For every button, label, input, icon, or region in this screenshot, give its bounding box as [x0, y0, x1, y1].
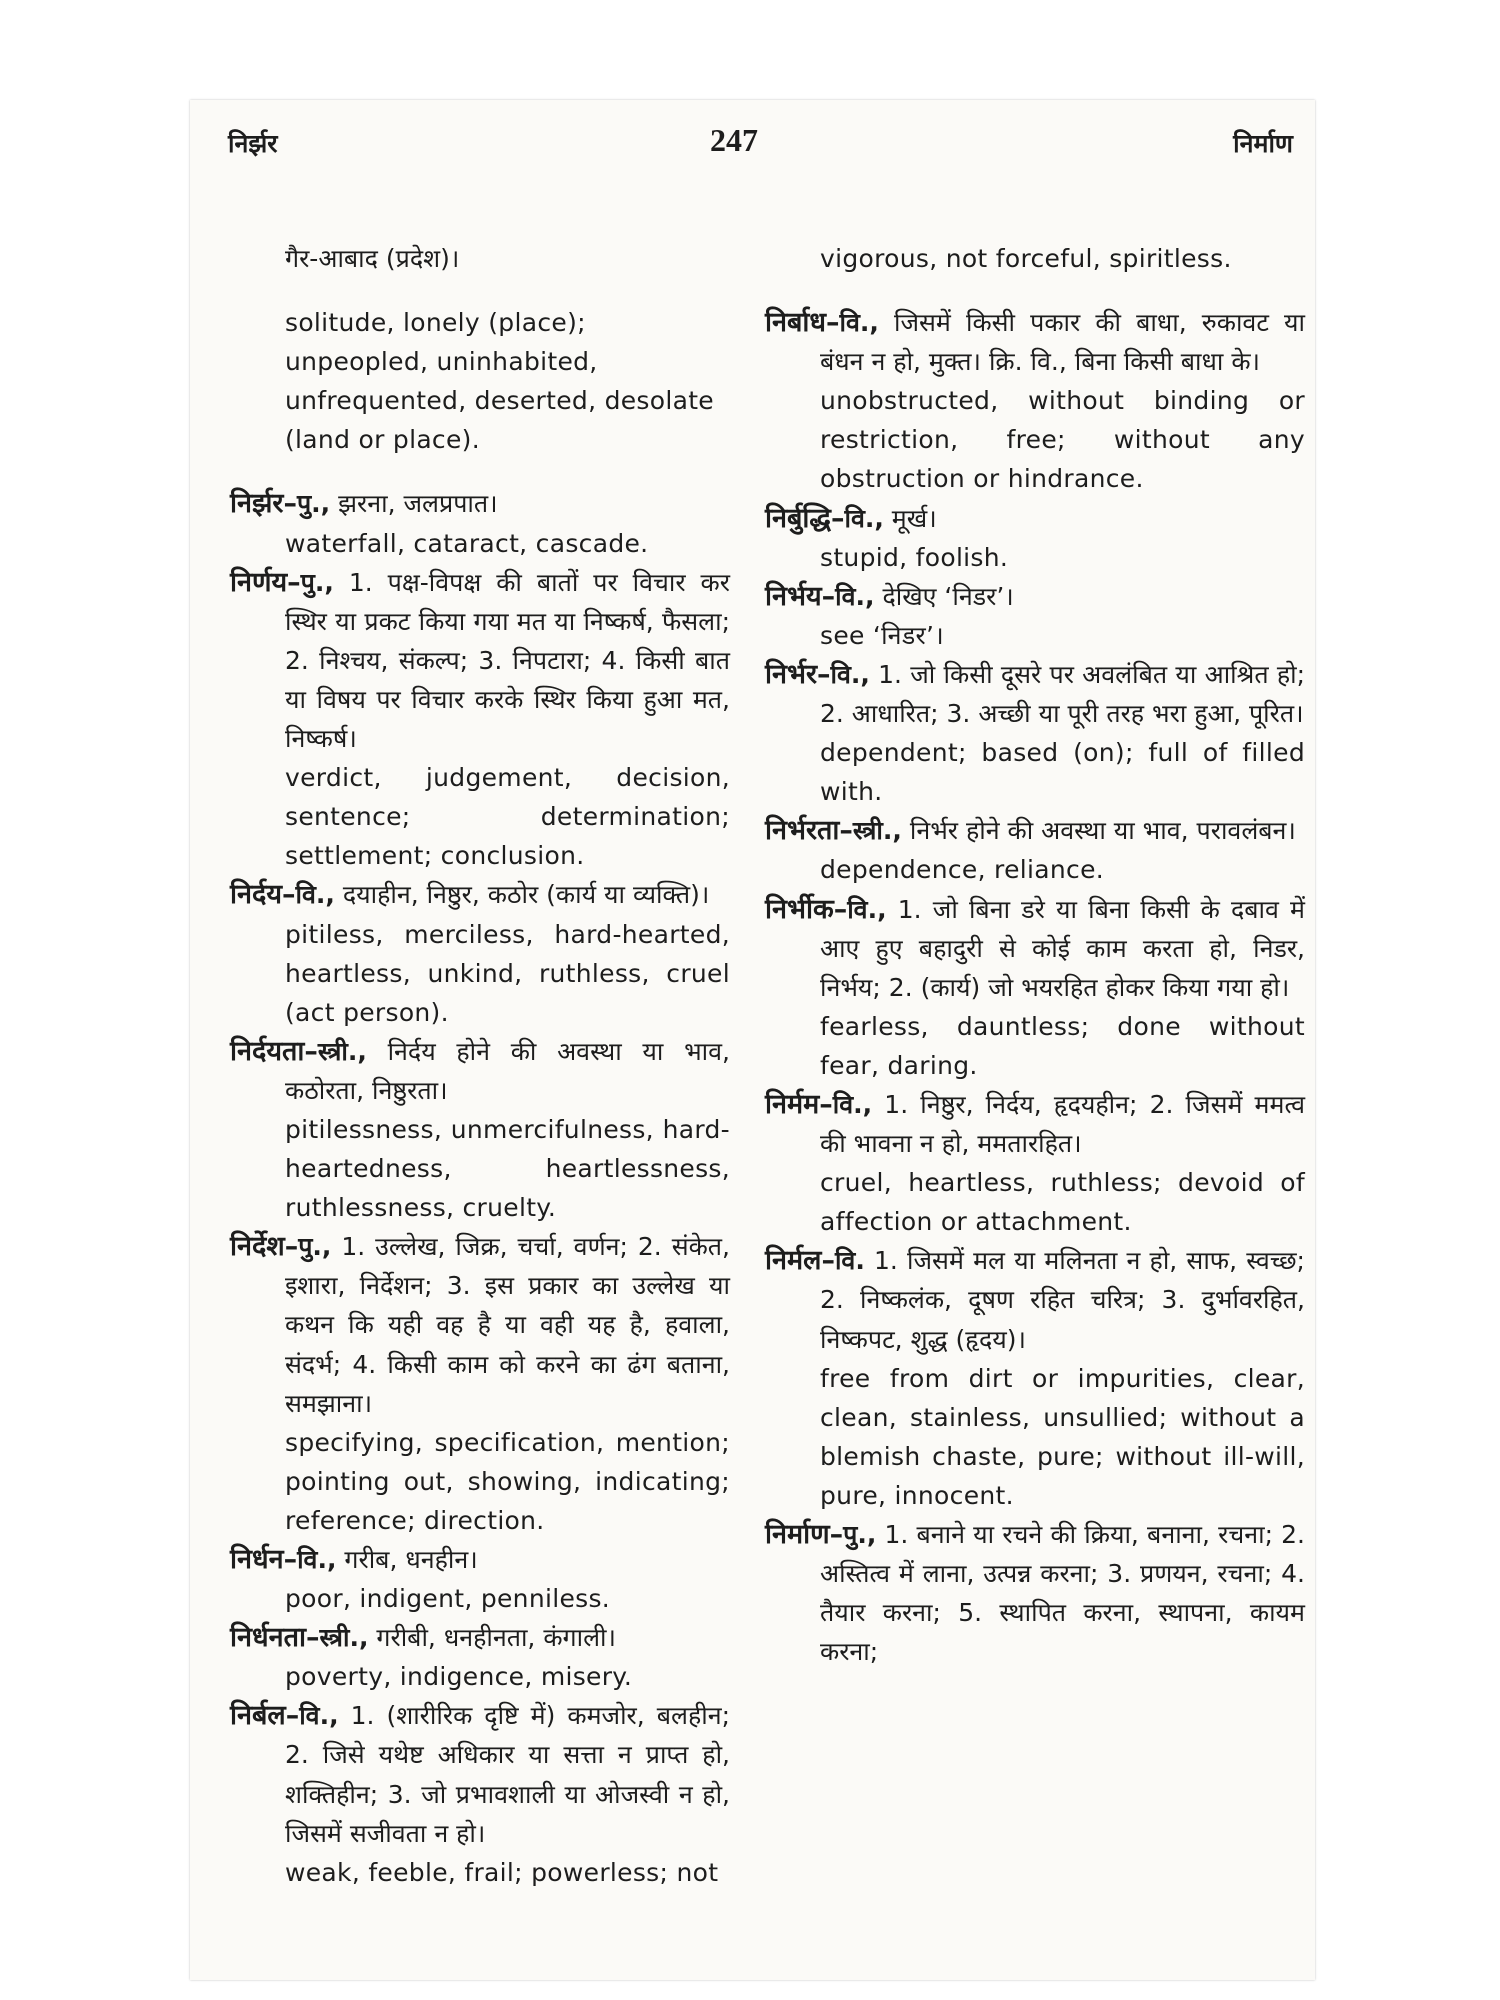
- entry-headword: निर्भर: [765, 658, 818, 690]
- dictionary-entry: [765, 811, 1305, 889]
- entry-hindi-text: देखिए ‘निडर’।: [882, 581, 1014, 611]
- entry-definition-english: fearless, dauntless; done without fear, daring.: [820, 1011, 1305, 1080]
- entry-hindi-text: 1. बनाने या रचने की क्रिया, बनाना, रचना; 2. अस्तित्व में लाना, उत्पन्न करना; 3. प्रणयन, रचना; 4. तैयार करना; 5. स्थापित करना, स्थापना, कायम करना;: [820, 1520, 1306, 1667]
- dictionary-entry: [230, 484, 730, 562]
- entry-definition-english: free from dirt or impurities, clear, clean, stainless, unsullied; without a blemish chaste, pure; without ill-will, pure, innocent.: [820, 1363, 1305, 1510]
- entry-definition-english: specifying, specification, mention; pointing out, showing, indicating; reference; direction.: [285, 1427, 730, 1535]
- entry-definition-hindi: निर्भर–वि., 1. जो किसी दूसरे पर अवलंबित या आश्रित हो; 2. आधारित; 3. अच्छी या पूरी तरह भरा हुआ, पूरित।: [765, 658, 1306, 729]
- entry-headword: निर्धनता: [230, 1622, 306, 1654]
- entry-headword: निर्भय: [765, 580, 822, 612]
- entry-definition-english: pitiless, merciless, hard-hearted, heartless, unkind, ruthless, cruel (act person).: [285, 919, 730, 1027]
- dictionary-entry: [765, 1085, 1305, 1241]
- entry-definition-hindi: निर्भरता–स्त्री., निर्भर होने की अवस्था या भाव, परावलंबन।: [765, 815, 1296, 847]
- entry-part-of-speech: वि.,: [847, 894, 887, 924]
- continuation-hindi: गैर-आबाद (प्रदेश)।: [285, 244, 460, 273]
- entry-hindi-text: 1. पक्ष-विपक्ष की बातों पर विचार कर स्थिर या प्रकट किया गया मत या निष्कर्ष, फैसला; 2. निश्चय, संकल्प; 3. निपटारा; 4. किसी बात या विषय पर विचार करके स्थिर किया हुआ मत, निष्कर्ष।: [285, 567, 730, 754]
- dictionary-entry: [765, 303, 1305, 498]
- dictionary-entry: [230, 1540, 730, 1618]
- entry-definition-hindi: निर्णय–पु., 1. पक्ष-विपक्ष की बातों पर विचार कर स्थिर या प्रकट किया गया मत या निष्कर्ष, फैसला; 2. निश्चय, संकल्प; 3. निपटारा; 4. किसी बात या विषय पर विचार करके स्थिर किया हुआ मत, निष्कर्ष।: [230, 566, 730, 754]
- entry-definition-hindi: निर्बाध–वि., जिसमें किसी पकार की बाधा, रुकावट या बंधन न हो, मुक्त। क्रि. वि., बिना किसी बाधा के।: [765, 307, 1306, 377]
- entry-headword: निर्भरता: [765, 815, 840, 847]
- continuation-english: solitude, lonely (place); unpeopled, uninhabited, unfrequented, deserted, desolate (land or place).: [285, 308, 714, 455]
- entry-hindi-text: मूर्ख।: [891, 503, 937, 533]
- entry-hindi-text: 1. जिसमें मल या मलिनता न हो, साफ, स्वच्छ; 2. निष्कलंक, दूषण रहित चरित्र; 3. दुर्भावरहित, निष्कपट, शुद्ध (हृदय)।: [820, 1246, 1305, 1354]
- entry-definition-english: unobstructed, without binding or restriction, free; without any obstruction or hindrance.: [820, 386, 1305, 494]
- header-left-guide-word: निर्झर: [228, 129, 278, 158]
- entry-definition-hindi: निर्बुद्धि–वि., मूर्ख।: [765, 502, 937, 534]
- entry-headword: निर्मल: [765, 1245, 822, 1277]
- entry-headword: निर्देश: [230, 1231, 285, 1263]
- dictionary-entry: [765, 655, 1305, 811]
- entry-hindi-text: निर्दय होने की अवस्था या भाव, कठोरता, निष्ठुरता।: [285, 1036, 730, 1105]
- dictionary-entry: [765, 1515, 1305, 1671]
- entry-definition-hindi: निर्भीक–वि., 1. जो बिना डरे या बिना किसी के दबाव में आए हुए बहादुरी से कोई काम करता हो, निडर, निर्भय; 2. (कार्य) जो भयरहित होकर किया गया हो।: [765, 893, 1305, 1002]
- dictionary-page: [190, 100, 1315, 1980]
- entry-hindi-text: 1. जो किसी दूसरे पर अवलंबित या आश्रित हो; 2. आधारित; 3. अच्छी या पूरी तरह भरा हुआ, पूरित।: [820, 659, 1306, 729]
- entry-headword: निर्बल: [230, 1700, 286, 1732]
- entry-definition-english: poor, indigent, penniless.: [285, 1584, 611, 1614]
- entry-definition-hindi: निर्धन–वि., गरीब, धनहीन।: [230, 1544, 478, 1575]
- entry-headword: निर्झर: [230, 488, 284, 520]
- entry-definition-hindi: निर्धनता–स्त्री., गरीबी, धनहीनता, कंगाली।: [230, 1622, 616, 1654]
- entry-definition-hindi: निर्झर–पु., झरना, जलप्रपात।: [230, 488, 498, 520]
- entry-definition-english: weak, feeble, frail; powerless; not: [285, 1857, 719, 1887]
- dictionary-entry: [230, 1618, 730, 1696]
- header-right-guide-word: निर्माण: [1233, 129, 1293, 158]
- dictionary-entry: [765, 577, 1305, 655]
- entry-hindi-text: जिसमें किसी पकार की बाधा, रुकावट या बंधन न हो, मुक्त। क्रि. वि., बिना किसी बाधा के।: [820, 308, 1306, 377]
- entry-definition-english: dependence, reliance.: [820, 855, 1104, 885]
- entry-hindi-text: 1. निष्ठुर, निर्दय, हृदयहीन; 2. जिसमें ममत्व की भावना न हो, ममतारहित।: [820, 1089, 1305, 1159]
- entry-hindi-text: निर्भर होने की अवस्था या भाव, परावलंबन।: [909, 816, 1296, 846]
- entry-part-of-speech: पु.,: [296, 489, 331, 519]
- entry-hindi-text: गरीब, धनहीन।: [344, 1545, 478, 1574]
- entry-part-of-speech: वि.,: [835, 581, 875, 611]
- entry-definition-hindi: निर्मम–वि., 1. निष्ठुर, निर्दय, हृदयहीन; 2. जिसमें ममत्व की भावना न हो, ममतारहित।: [765, 1088, 1305, 1159]
- entry-headword: निर्मम: [765, 1088, 820, 1120]
- entry-definition-hindi: निर्देश–पु., 1. उल्लेख, जिक्र, चर्चा, वर्णन; 2. संकेत, इशारा, निर्देशन; 3. इस प्रकार का उल्लेख या कथन कि यही वह है या वही यह है, हवाला, संदर्भ; 4. किसी काम को करने का ढंग बताना, समझाना।: [230, 1231, 730, 1418]
- dictionary-entry: [765, 1241, 1305, 1515]
- entry-part-of-speech: वि.,: [830, 659, 870, 689]
- dictionary-entry: [230, 1696, 730, 1891]
- dictionary-entry: [765, 890, 1305, 1085]
- dictionary-entry: [765, 499, 1305, 577]
- entry-part-of-speech: वि.,: [297, 1545, 337, 1574]
- entry-definition-english: stupid, foolish.: [820, 542, 1009, 572]
- entry-part-of-speech: स्त्री.,: [317, 1036, 367, 1066]
- entry-headword: निर्दयता: [230, 1035, 305, 1067]
- entry-definition-hindi: निर्भय–वि., देखिए ‘निडर’।: [765, 580, 1014, 612]
- entry-headword: निर्धन: [230, 1544, 284, 1575]
- entry-hindi-text: झरना, जलप्रपात।: [338, 489, 498, 519]
- entry-hindi-text: गरीबी, धनहीनता, कंगाली।: [376, 1623, 616, 1653]
- dictionary-entry: [230, 563, 730, 876]
- entry-hindi-text: 1. उल्लेख, जिक्र, चर्चा, वर्णन; 2. संकेत, इशारा, निर्देशन; 3. इस प्रकार का उल्लेख या कथन कि यही वह है या वही यह है, हवाला, संदर्भ; 4. किसी काम को करने का ढंग बताना, समझाना।: [285, 1232, 730, 1418]
- entry-headword: निर्बुद्धि: [765, 502, 831, 534]
- entry-part-of-speech: पु.,: [300, 567, 334, 597]
- entry-definition-english: dependent; based (on); full of filled with.: [820, 738, 1305, 807]
- entry-part-of-speech: वि.,: [299, 1701, 339, 1731]
- right-column: [765, 214, 1305, 1671]
- entry-hindi-text: 1. (शारीरिक दृष्टि में) कमजोर, बलहीन; 2. जिसे यथेष्ट अधिकार या सत्ता न प्राप्त हो, शक्तिहीन; 3. जो प्रभावशाली या ओजस्वी न हो, जिसमें सजीवता न हो।: [285, 1701, 730, 1848]
- dictionary-entry: [230, 1032, 730, 1227]
- entry-part-of-speech: वि.,: [844, 503, 884, 533]
- entry-headword: निर्बाध: [765, 307, 826, 339]
- entry-definition-english: waterfall, cataract, cascade.: [285, 528, 649, 558]
- entry-definition-hindi: निर्बल–वि., 1. (शारीरिक दृष्टि में) कमजोर, बलहीन; 2. जिसे यथेष्ट अधिकार या सत्ता न प्राप्त हो, शक्तिहीन; 3. जो प्रभावशाली या ओजस्वी न हो, जिसमें सजीवता न हो।: [230, 1700, 730, 1848]
- entry-hindi-text: 1. जो बिना डरे या बिना किसी के दबाव में आए हुए बहादुरी से कोई काम करता हो, निडर, निर्भय; 2. (कार्य) जो भयरहित होकर किया गया हो।: [820, 894, 1305, 1002]
- entry-definition-hindi: निर्मल–वि. 1. जिसमें मल या मलिनता न हो, साफ, स्वच्छ; 2. निष्कलंक, दूषण रहित चरित्र; 3. दुर्भावरहित, निष्कपट, शुद्ध (हृदय)।: [765, 1245, 1305, 1354]
- entry-part-of-speech: पु.,: [298, 1232, 332, 1262]
- entry-definition-english: cruel, heartless, ruthless; devoid of affection or attachment.: [820, 1168, 1305, 1237]
- entry-definition-hindi: निर्दय–वि., दयाहीन, निष्ठुर, कठोर (कार्य या व्यक्ति)।: [230, 879, 710, 911]
- entry-part-of-speech: वि.,: [295, 880, 335, 910]
- entry-hindi-text: दयाहीन, निष्ठुर, कठोर (कार्य या व्यक्ति)।: [342, 880, 710, 910]
- entry-part-of-speech: वि.,: [839, 308, 879, 338]
- entry-definition-hindi: निर्माण–पु., 1. बनाने या रचने की क्रिया, बनाना, रचना; 2. अस्तित्व में लाना, उत्पन्न करना; 3. प्रणयन, रचना; 4. तैयार करना; 5. स्थापित करना, स्थापना, कायम करना;: [765, 1519, 1306, 1667]
- dictionary-entry: [230, 1227, 730, 1540]
- continuation-english: vigorous, not forceful, spiritless.: [820, 244, 1232, 273]
- entry-headword: निर्दय: [230, 879, 282, 911]
- entry-part-of-speech: स्त्री.,: [319, 1623, 369, 1653]
- entry-definition-hindi: निर्दयता–स्त्री., निर्दय होने की अवस्था या भाव, कठोरता, निष्ठुरता।: [230, 1035, 730, 1105]
- entry-headword: निर्णय: [230, 566, 288, 598]
- entry-definition-english: pitilessness, unmercifulness, hard-heartedness, heartlessness, ruthlessness, cruelty.: [285, 1114, 730, 1223]
- entry-headword: निर्माण: [765, 1519, 830, 1550]
- entry-part-of-speech: स्त्री.,: [852, 816, 902, 846]
- entry-part-of-speech: वि.,: [832, 1089, 873, 1119]
- entry-headword: निर्भीक: [765, 893, 834, 925]
- entry-definition-english: poverty, indigence, misery.: [285, 1662, 633, 1692]
- page-number: 247: [710, 122, 758, 158]
- dictionary-entry: [230, 875, 730, 1031]
- entry-definition-english: verdict, judgement, decision, sentence; determination; settlement; conclusion.: [285, 763, 730, 871]
- entry-part-of-speech: पु.,: [843, 1520, 877, 1549]
- left-column: [230, 214, 730, 1892]
- entry-definition-english: see ‘निडर’।: [820, 620, 945, 650]
- entry-part-of-speech: वि.: [834, 1246, 865, 1276]
